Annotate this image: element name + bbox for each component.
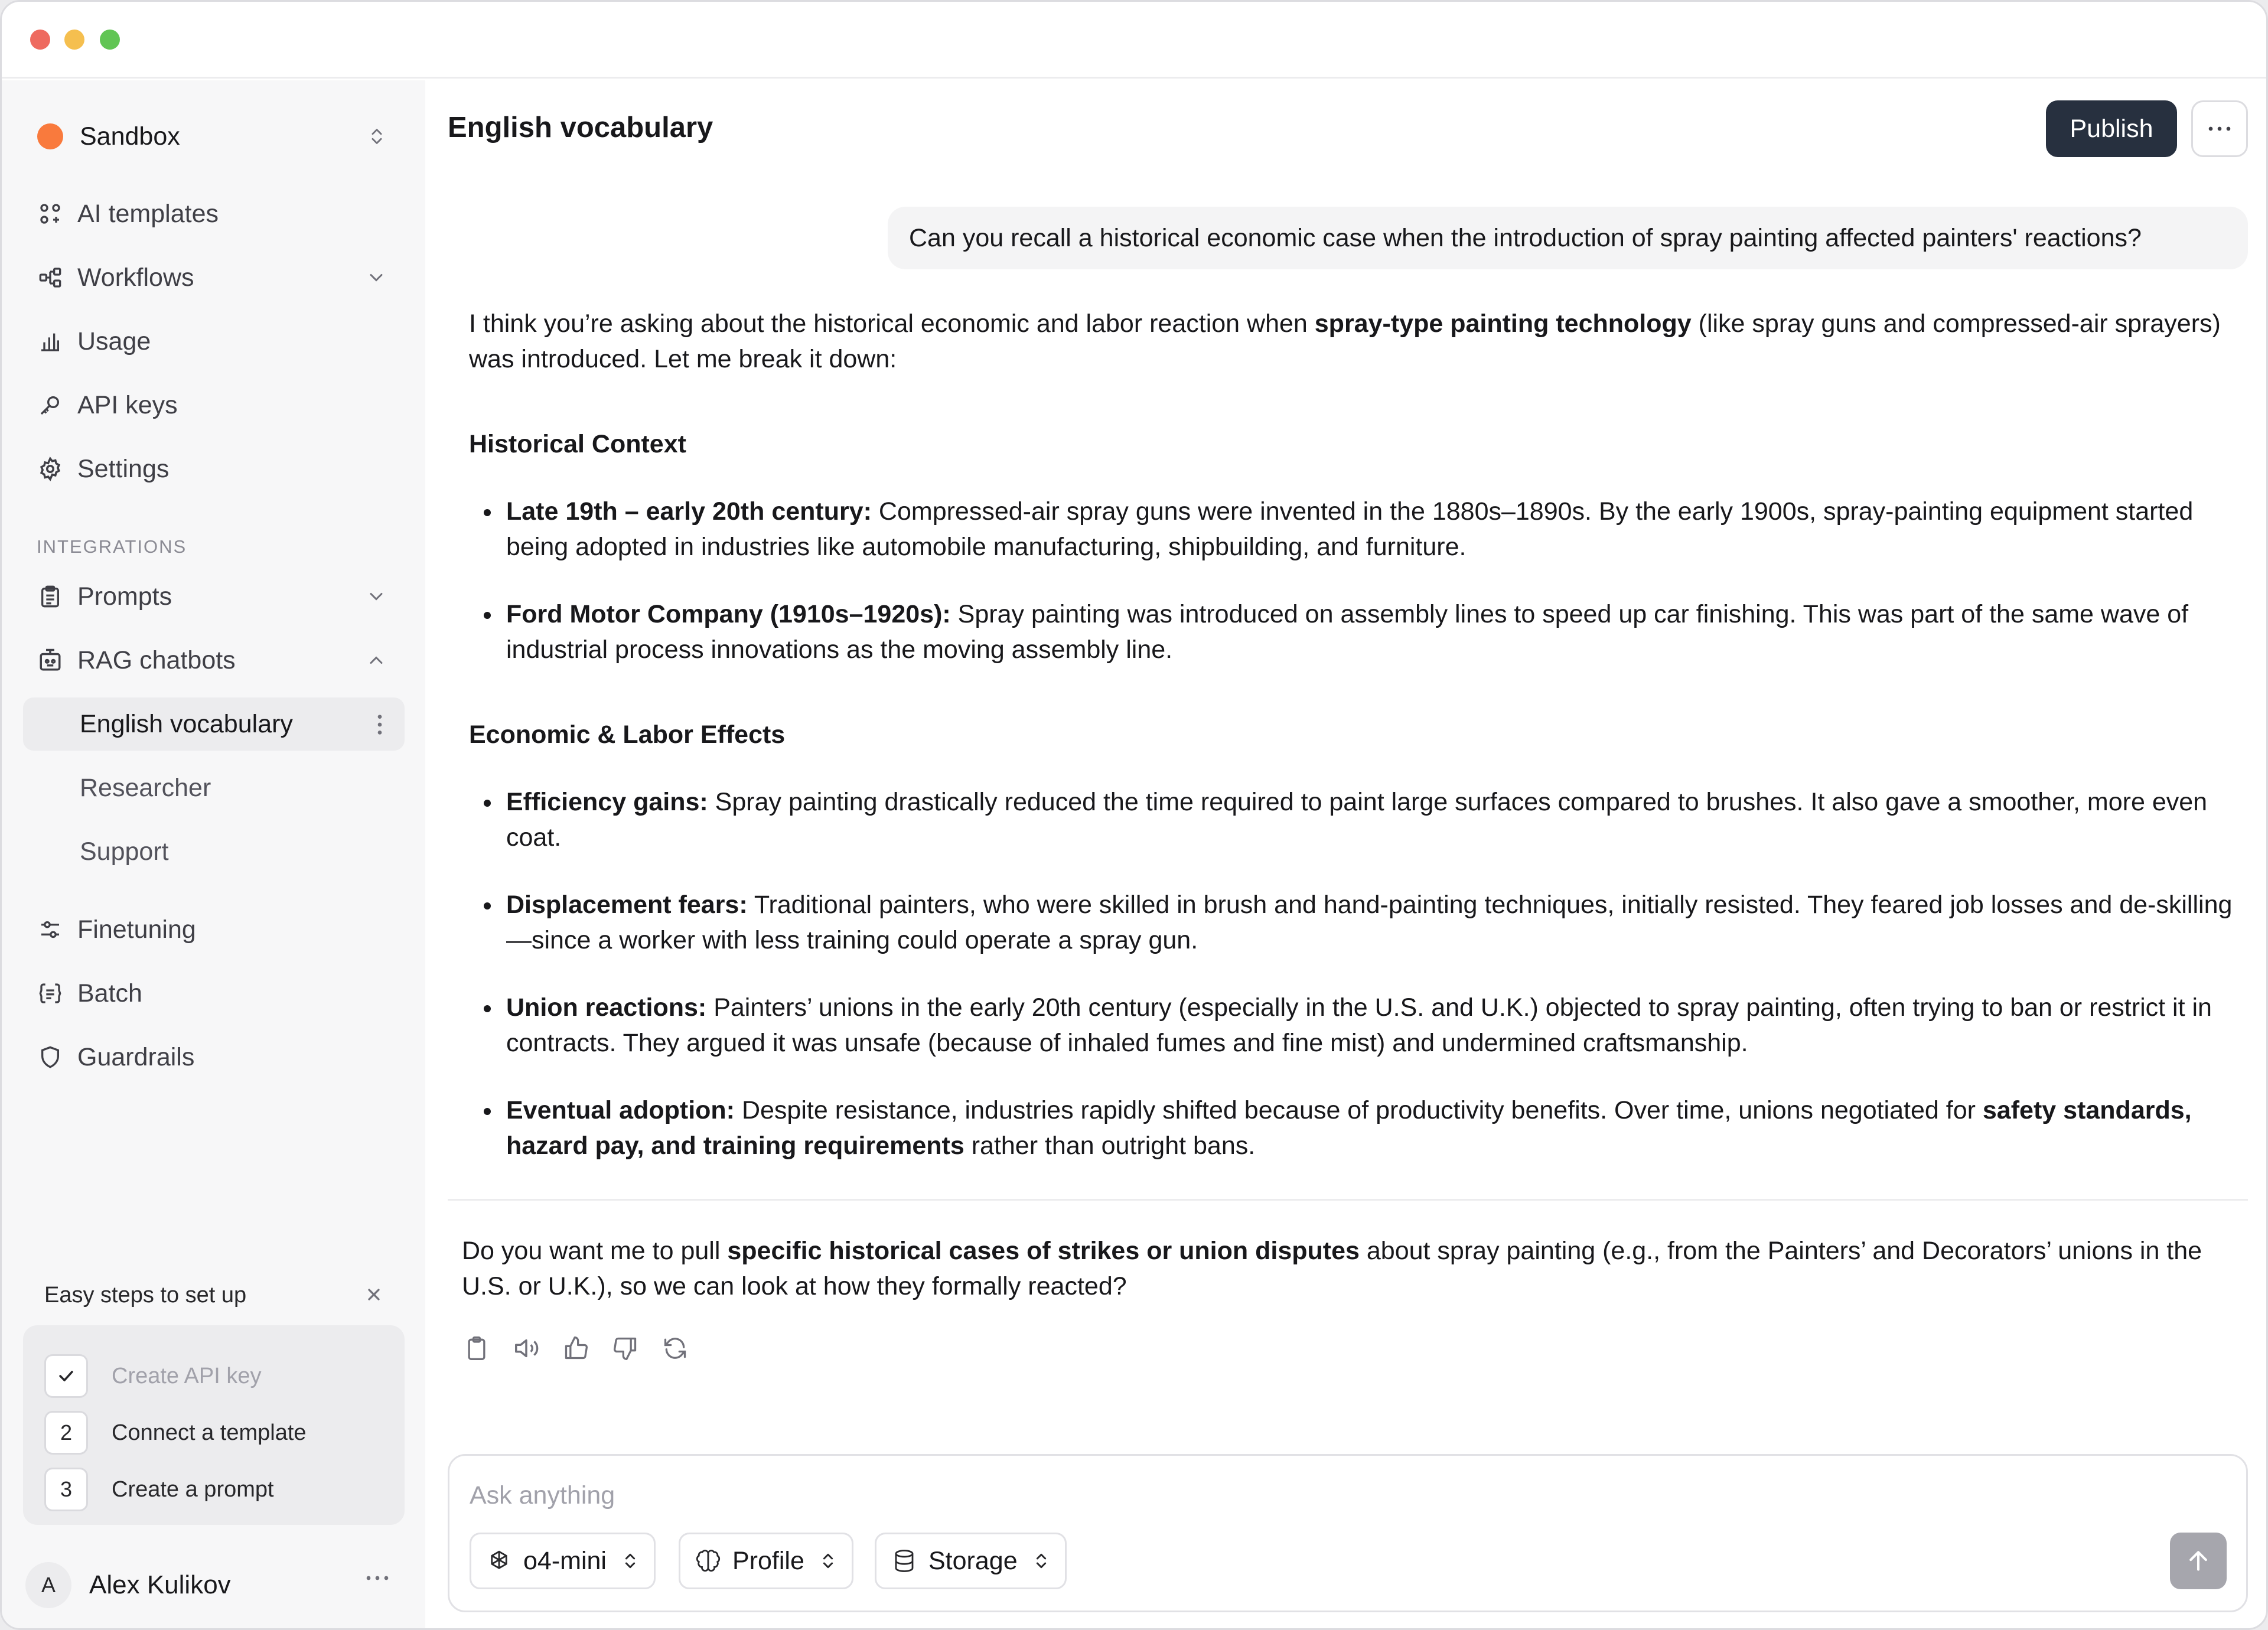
user-name: Alex Kulikov bbox=[89, 1570, 231, 1599]
step-number: 2 bbox=[44, 1411, 88, 1455]
setup-step-create-prompt[interactable] bbox=[44, 1467, 274, 1512]
list-item: Efficiency gains: Spray painting drastically reduced the time required to paint large surfaces compared to brushes. It also gave a smoother, more even coat. bbox=[506, 784, 2235, 855]
copy-icon[interactable] bbox=[462, 1334, 491, 1363]
section-heading: Economic & Labor Effects bbox=[469, 721, 786, 749]
assistant-followup: Do you want me to pull specific historical cases of strikes or union disputes about spray painting (e.g., from the Painters’ and Decorators’ unions in the U.S. or U.K.), so we can look at how they formally reacted? bbox=[462, 1237, 2202, 1300]
sidebar-item-researcher[interactable] bbox=[23, 761, 405, 814]
setup-steps-card bbox=[23, 1325, 405, 1525]
avatar: A bbox=[25, 1562, 71, 1608]
speaker-icon[interactable] bbox=[511, 1334, 541, 1363]
gear-icon bbox=[36, 455, 64, 483]
maximize-window-button[interactable] bbox=[100, 30, 120, 50]
shield-icon bbox=[36, 1043, 64, 1071]
clipboard-icon bbox=[36, 582, 64, 611]
profile-selector[interactable] bbox=[679, 1533, 853, 1589]
model-selector-label: o4-mini bbox=[523, 1546, 607, 1575]
sidebar-item-label: Workflows bbox=[77, 263, 194, 292]
model-selector[interactable] bbox=[470, 1533, 656, 1589]
database-icon bbox=[891, 1547, 918, 1574]
list-item: Union reactions: Painters’ unions in the early 20th century (especially in the U.S. and U.K.) objected to spray painting, often trying to ban or restrict it in contracts. They argued it was unsafe (because of inhaled fumes and fine mist) and undermined craftsmanship. bbox=[506, 990, 2235, 1061]
sidebar-item-batch[interactable] bbox=[23, 967, 405, 1020]
sidebar-item-label: Usage bbox=[77, 327, 151, 356]
checkmark-icon bbox=[44, 1354, 88, 1398]
brain-icon bbox=[695, 1547, 722, 1574]
sidebar-item-label: AI templates bbox=[77, 199, 219, 228]
bullet-list bbox=[506, 784, 2235, 1163]
sliders-icon bbox=[36, 915, 64, 944]
storage-selector-label: Storage bbox=[928, 1546, 1018, 1575]
list-item: Eventual adoption: Despite resistance, industries rapidly shifted because of productivity benefits. Over time, unions negotiated for safety standards, hazard pay, and training requirements rather than outright bans. bbox=[506, 1093, 2235, 1163]
sidebar-item-label: Guardrails bbox=[77, 1042, 195, 1071]
templates-icon bbox=[36, 200, 64, 228]
kebab-menu-icon[interactable] bbox=[376, 713, 383, 736]
sidebar-item-ai-templates[interactable] bbox=[23, 187, 405, 240]
arrow-up-icon bbox=[2185, 1548, 2211, 1574]
answer-intro: I think you’re asking about the historical economic and labor reaction when spray-type painting technology (like spray guns and compressed-air sprayers) was introduced. Let me break it down: bbox=[469, 309, 2221, 373]
more-options-button[interactable] bbox=[2191, 100, 2248, 157]
chevron-up-down-icon bbox=[819, 1551, 838, 1570]
setup-step-connect-template[interactable] bbox=[44, 1410, 307, 1455]
close-icon[interactable] bbox=[364, 1285, 383, 1304]
sidebar-item-label: Prompts bbox=[77, 582, 172, 611]
assistant-message bbox=[469, 306, 2235, 1195]
profile-selector-label: Profile bbox=[732, 1546, 804, 1575]
storage-selector[interactable] bbox=[875, 1533, 1067, 1589]
key-icon bbox=[36, 391, 64, 419]
sidebar-item-label: Finetuning bbox=[77, 915, 196, 944]
sidebar bbox=[2, 80, 425, 1628]
workspace-switcher[interactable] bbox=[23, 110, 405, 163]
sidebar-item-label: RAG chatbots bbox=[77, 646, 236, 674]
main-panel bbox=[425, 80, 2266, 1628]
sidebar-item-api-keys[interactable] bbox=[23, 379, 405, 432]
divider bbox=[448, 1199, 2248, 1201]
section-heading: Historical Context bbox=[469, 430, 686, 458]
sidebar-item-settings[interactable] bbox=[23, 442, 405, 495]
bullet-list bbox=[506, 494, 2235, 667]
minimize-window-button[interactable] bbox=[64, 30, 84, 50]
sidebar-item-prompts[interactable] bbox=[23, 570, 405, 623]
publish-button[interactable]: Publish bbox=[2046, 100, 2177, 157]
chevron-up-down-icon bbox=[1032, 1551, 1051, 1570]
chevron-down-icon bbox=[366, 267, 387, 288]
sidebar-item-label: API keys bbox=[77, 390, 178, 419]
message-actions bbox=[462, 1334, 690, 1363]
bot-icon bbox=[36, 646, 64, 674]
setup-step-label: Connect a template bbox=[112, 1420, 307, 1445]
sidebar-item-usage[interactable] bbox=[23, 315, 405, 368]
chevron-up-down-icon bbox=[367, 126, 387, 146]
sidebar-item-finetuning[interactable] bbox=[23, 903, 405, 956]
more-horizontal-icon[interactable] bbox=[366, 1574, 389, 1582]
workflow-icon bbox=[36, 263, 64, 292]
sidebar-item-support[interactable] bbox=[23, 825, 405, 878]
workspace-color-dot bbox=[37, 123, 63, 149]
page-title: English vocabulary bbox=[448, 112, 713, 144]
integrations-section-title: INTEGRATIONS bbox=[37, 536, 187, 557]
close-window-button[interactable] bbox=[30, 30, 50, 50]
list-item: Ford Motor Company (1910s–1920s): Spray painting was introduced on assembly lines to speed up car finishing. This was part of the same wave of industrial process innovations as the moving assembly line. bbox=[506, 596, 2235, 667]
sidebar-item-guardrails[interactable] bbox=[23, 1031, 405, 1084]
list-item: Late 19th – early 20th century: Compressed-air spray guns were invented in the 1880s–1890s. By the early 1900s, spray-painting equipment started being adopted in industries like automobile manufacturing, shipbuilding, and furniture. bbox=[506, 494, 2235, 565]
send-button[interactable] bbox=[2170, 1533, 2227, 1589]
thumbs-down-icon[interactable] bbox=[611, 1334, 640, 1363]
chat-composer bbox=[448, 1454, 2248, 1612]
more-horizontal-icon bbox=[2208, 125, 2231, 132]
sidebar-item-rag-chatbots[interactable] bbox=[23, 634, 405, 687]
setup-step-label: Create API key bbox=[112, 1363, 262, 1388]
user-profile[interactable] bbox=[23, 1557, 405, 1613]
step-number: 3 bbox=[44, 1468, 88, 1511]
setup-step-label: Create a prompt bbox=[112, 1476, 274, 1502]
setup-steps-title: Easy steps to set up bbox=[44, 1283, 247, 1308]
thumbs-up-icon[interactable] bbox=[561, 1334, 591, 1363]
chat-input[interactable] bbox=[470, 1475, 2123, 1516]
regenerate-icon[interactable] bbox=[660, 1334, 690, 1363]
sidebar-item-label: Researcher bbox=[80, 773, 211, 802]
workspace-name: Sandbox bbox=[80, 122, 180, 151]
sidebar-item-label: Batch bbox=[77, 979, 142, 1008]
openai-logo-icon bbox=[485, 1547, 513, 1574]
list-item: Displacement fears: Traditional painters, who were skilled in brush and hand-painting techniques, initially resisted. They feared job losses and de-skilling—since a worker with less training could operate a spray gun. bbox=[506, 887, 2235, 958]
title-bar bbox=[2, 2, 2266, 79]
sidebar-item-workflows[interactable] bbox=[23, 251, 405, 304]
user-message: Can you recall a historical economic case when the introduction of spray painting affected painters' reactions? bbox=[888, 207, 2248, 269]
sidebar-item-label: English vocabulary bbox=[80, 709, 293, 738]
sidebar-item-label: Settings bbox=[77, 454, 170, 483]
chevron-up-icon bbox=[366, 650, 387, 671]
batch-icon bbox=[36, 979, 64, 1008]
sidebar-item-label: Support bbox=[80, 837, 169, 866]
chevron-up-down-icon bbox=[621, 1551, 640, 1570]
bar-chart-icon bbox=[36, 327, 64, 356]
setup-step-create-api-key[interactable] bbox=[44, 1354, 261, 1398]
sidebar-item-english-vocabulary[interactable] bbox=[23, 697, 405, 751]
chevron-down-icon bbox=[366, 586, 387, 607]
